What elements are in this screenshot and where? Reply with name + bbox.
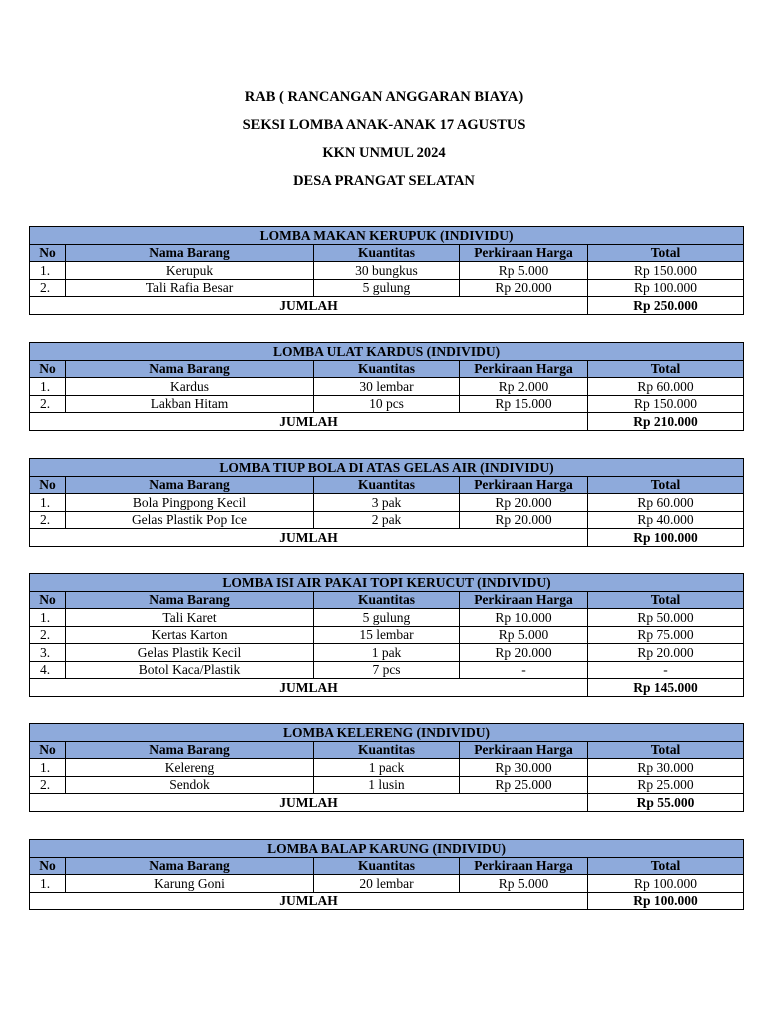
table-header-row xyxy=(30,857,744,875)
col-header-no: No xyxy=(30,476,66,494)
jumlah-label: JUMLAH xyxy=(30,794,588,812)
cell-nama-barang: Tali Rafia Besar xyxy=(66,279,314,297)
col-header-no: No xyxy=(30,741,66,759)
col-header-harga: Perkiraan Harga xyxy=(460,741,588,759)
col-header-total: Total xyxy=(588,476,744,494)
cell-perkiraan-harga: Rp 25.000 xyxy=(460,776,588,794)
cell-no: 1. xyxy=(30,609,66,627)
cell-nama-barang: Kertas Karton xyxy=(66,626,314,644)
col-header-total: Total xyxy=(588,857,744,875)
jumlah-row xyxy=(30,679,744,697)
cell-no: 1. xyxy=(30,494,66,512)
cell-kuantitas: 1 pak xyxy=(314,644,460,662)
header-section: SEKSI LOMBA ANAK-ANAK 17 AGUSTUS xyxy=(242,117,526,133)
col-header-total: Total xyxy=(588,591,744,609)
table-title: LOMBA KELERENG (INDIVIDU) xyxy=(30,724,744,742)
col-header-kuantitas: Kuantitas xyxy=(314,244,460,262)
table-row xyxy=(30,661,744,679)
header-location: DESA PRANGAT SELATAN xyxy=(293,173,475,189)
cell-no: 1. xyxy=(30,875,66,893)
col-header-nama: Nama Barang xyxy=(66,857,314,875)
table-row xyxy=(30,626,744,644)
table-header-row xyxy=(30,244,744,262)
table-title: LOMBA ISI AIR PAKAI TOPI KERUCUT (INDIVIDU) xyxy=(30,574,744,592)
table-title-row xyxy=(30,343,744,361)
cell-kuantitas: 5 gulung xyxy=(314,279,460,297)
jumlah-value: Rp 250.000 xyxy=(588,297,744,315)
table-row xyxy=(30,494,744,512)
cell-total: Rp 20.000 xyxy=(588,644,744,662)
col-header-kuantitas: Kuantitas xyxy=(314,857,460,875)
cell-perkiraan-harga: Rp 2.000 xyxy=(460,378,588,396)
table-row xyxy=(30,279,744,297)
jumlah-value: Rp 55.000 xyxy=(588,794,744,812)
col-header-no: No xyxy=(30,360,66,378)
col-header-nama: Nama Barang xyxy=(66,244,314,262)
jumlah-row xyxy=(30,529,744,547)
cell-total: Rp 60.000 xyxy=(588,494,744,512)
cell-total: Rp 100.000 xyxy=(588,875,744,893)
cell-nama-barang: Botol Kaca/Plastik xyxy=(66,661,314,679)
table-title-row xyxy=(30,724,744,742)
cell-total: Rp 50.000 xyxy=(588,609,744,627)
budget-table xyxy=(29,342,744,431)
cell-total: Rp 150.000 xyxy=(588,395,744,413)
col-header-harga: Perkiraan Harga xyxy=(460,360,588,378)
table-title: LOMBA MAKAN KERUPUK (INDIVIDU) xyxy=(30,227,744,245)
cell-total: Rp 40.000 xyxy=(588,511,744,529)
budget-table xyxy=(29,573,744,697)
table-row xyxy=(30,511,744,529)
table-header-row xyxy=(30,360,744,378)
cell-nama-barang: Gelas Plastik Pop Ice xyxy=(66,511,314,529)
cell-perkiraan-harga: Rp 20.000 xyxy=(460,511,588,529)
col-header-no: No xyxy=(30,244,66,262)
table-row xyxy=(30,395,744,413)
cell-kuantitas: 5 gulung xyxy=(314,609,460,627)
jumlah-value: Rp 100.000 xyxy=(588,529,744,547)
cell-kuantitas: 10 pcs xyxy=(314,395,460,413)
cell-perkiraan-harga: Rp 20.000 xyxy=(460,494,588,512)
col-header-total: Total xyxy=(588,244,744,262)
col-header-no: No xyxy=(30,591,66,609)
cell-kuantitas: 20 lembar xyxy=(314,875,460,893)
cell-total: Rp 25.000 xyxy=(588,776,744,794)
jumlah-label: JUMLAH xyxy=(30,297,588,315)
col-header-nama: Nama Barang xyxy=(66,741,314,759)
cell-total: Rp 100.000 xyxy=(588,279,744,297)
table-title: LOMBA BALAP KARUNG (INDIVIDU) xyxy=(30,840,744,858)
col-header-kuantitas: Kuantitas xyxy=(314,360,460,378)
cell-nama-barang: Gelas Plastik Kecil xyxy=(66,644,314,662)
jumlah-label: JUMLAH xyxy=(30,413,588,431)
cell-kuantitas: 2 pak xyxy=(314,511,460,529)
cell-perkiraan-harga: Rp 5.000 xyxy=(460,626,588,644)
cell-kuantitas: 30 lembar xyxy=(314,378,460,396)
table-row xyxy=(30,759,744,777)
budget-table xyxy=(29,723,744,812)
cell-no: 1. xyxy=(30,759,66,777)
cell-total: Rp 75.000 xyxy=(588,626,744,644)
jumlah-label: JUMLAH xyxy=(30,892,588,910)
cell-kuantitas: 1 lusin xyxy=(314,776,460,794)
cell-no: 2. xyxy=(30,395,66,413)
cell-nama-barang: Lakban Hitam xyxy=(66,395,314,413)
table-title-row xyxy=(30,459,744,477)
table-row xyxy=(30,262,744,280)
jumlah-row xyxy=(30,413,744,431)
jumlah-label: JUMLAH xyxy=(30,529,588,547)
budget-table xyxy=(29,458,744,547)
cell-perkiraan-harga: Rp 5.000 xyxy=(460,875,588,893)
budget-table xyxy=(29,839,744,910)
cell-nama-barang: Bola Pingpong Kecil xyxy=(66,494,314,512)
cell-total: Rp 30.000 xyxy=(588,759,744,777)
cell-total: Rp 150.000 xyxy=(588,262,744,280)
header-title: RAB ( RANCANGAN ANGGARAN BIAYA) xyxy=(244,89,524,105)
col-header-harga: Perkiraan Harga xyxy=(460,476,588,494)
cell-no: 2. xyxy=(30,511,66,529)
jumlah-label: JUMLAH xyxy=(30,679,588,697)
jumlah-row xyxy=(30,794,744,812)
cell-no: 1. xyxy=(30,262,66,280)
table-title-row xyxy=(30,227,744,245)
cell-total: Rp 60.000 xyxy=(588,378,744,396)
col-header-total: Total xyxy=(588,360,744,378)
table-title: LOMBA TIUP BOLA DI ATAS GELAS AIR (INDIVIDU) xyxy=(30,459,744,477)
cell-kuantitas: 3 pak xyxy=(314,494,460,512)
table-row xyxy=(30,378,744,396)
table-row xyxy=(30,875,744,893)
table-header-row xyxy=(30,591,744,609)
table-header-row xyxy=(30,476,744,494)
table-header-row xyxy=(30,741,744,759)
col-header-nama: Nama Barang xyxy=(66,360,314,378)
cell-kuantitas: 1 pack xyxy=(314,759,460,777)
col-header-nama: Nama Barang xyxy=(66,476,314,494)
cell-perkiraan-harga: Rp 15.000 xyxy=(460,395,588,413)
cell-perkiraan-harga: Rp 20.000 xyxy=(460,279,588,297)
cell-perkiraan-harga: Rp 5.000 xyxy=(460,262,588,280)
table-row xyxy=(30,644,744,662)
jumlah-value: Rp 210.000 xyxy=(588,413,744,431)
cell-perkiraan-harga: - xyxy=(460,661,588,679)
cell-nama-barang: Kerupuk xyxy=(66,262,314,280)
table-row xyxy=(30,609,744,627)
cell-no: 2. xyxy=(30,776,66,794)
table-row xyxy=(30,776,744,794)
cell-no: 2. xyxy=(30,626,66,644)
cell-kuantitas: 30 bungkus xyxy=(314,262,460,280)
col-header-no: No xyxy=(30,857,66,875)
cell-no: 4. xyxy=(30,661,66,679)
col-header-kuantitas: Kuantitas xyxy=(314,591,460,609)
cell-nama-barang: Tali Karet xyxy=(66,609,314,627)
jumlah-value: Rp 145.000 xyxy=(588,679,744,697)
cell-perkiraan-harga: Rp 20.000 xyxy=(460,644,588,662)
col-header-total: Total xyxy=(588,741,744,759)
cell-kuantitas: 7 pcs xyxy=(314,661,460,679)
cell-perkiraan-harga: Rp 10.000 xyxy=(460,609,588,627)
table-title-row xyxy=(30,574,744,592)
cell-nama-barang: Kelereng xyxy=(66,759,314,777)
cell-no: 1. xyxy=(30,378,66,396)
jumlah-row xyxy=(30,297,744,315)
cell-perkiraan-harga: Rp 30.000 xyxy=(460,759,588,777)
cell-nama-barang: Kardus xyxy=(66,378,314,396)
col-header-nama: Nama Barang xyxy=(66,591,314,609)
jumlah-value: Rp 100.000 xyxy=(588,892,744,910)
cell-no: 2. xyxy=(30,279,66,297)
col-header-harga: Perkiraan Harga xyxy=(460,857,588,875)
cell-nama-barang: Sendok xyxy=(66,776,314,794)
document-header xyxy=(0,86,768,198)
col-header-kuantitas: Kuantitas xyxy=(314,476,460,494)
cell-no: 3. xyxy=(30,644,66,662)
table-title-row xyxy=(30,840,744,858)
col-header-harga: Perkiraan Harga xyxy=(460,244,588,262)
header-program: KKN UNMUL 2024 xyxy=(322,145,446,161)
table-title: LOMBA ULAT KARDUS (INDIVIDU) xyxy=(30,343,744,361)
cell-kuantitas: 15 lembar xyxy=(314,626,460,644)
cell-total: - xyxy=(588,661,744,679)
col-header-kuantitas: Kuantitas xyxy=(314,741,460,759)
budget-table xyxy=(29,226,744,315)
jumlah-row xyxy=(30,892,744,910)
cell-nama-barang: Karung Goni xyxy=(66,875,314,893)
col-header-harga: Perkiraan Harga xyxy=(460,591,588,609)
